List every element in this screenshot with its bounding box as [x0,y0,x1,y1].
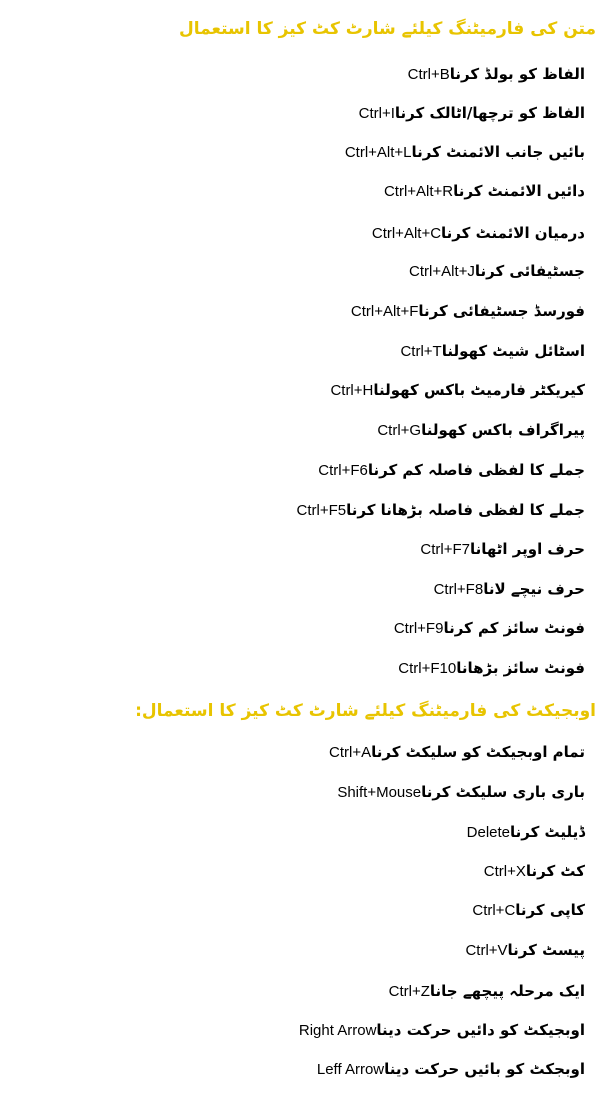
shortcut-keys: Ctrl+I [358,105,395,122]
shortcut-label: تمام اوبجیکٹ کو سلیکٹ کرنا [371,743,585,761]
shortcut-keys: Ctrl+A [329,744,372,761]
object-formatting-heading: اوبجیکٹ کی فارمیٹنگ کیلئے شارٹ کٹ کیز کا استعمال: [135,701,596,721]
shortcut-row [394,616,585,640]
shortcut-keys: Ctrl+F7 [420,541,470,558]
shortcut-row [377,418,585,442]
shortcut-label: درمیان الائمنٹ کرنا [441,224,585,242]
shortcut-label: اسٹائل شیٹ کھولنا [441,342,585,360]
shortcut-row [408,62,585,86]
shortcut-label: پیراگراف باکس کھولنا [421,421,585,439]
shortcut-label: بائیں جانب الائمنٹ کرنا [411,143,585,161]
shortcut-row [345,140,585,164]
shortcut-keys: Ctrl+Alt+J [409,263,475,280]
shortcut-row [297,498,586,522]
shortcut-keys: Ctrl+Z [388,983,430,1000]
shortcut-keys: Ctrl+B [407,66,450,83]
shortcut-label: کیریکٹر فارمیٹ باکس کھولنا [373,381,585,399]
shortcut-label: فورسڈ جسٹیفائی کرنا [418,302,585,320]
shortcut-label: ایک مرحلہ پیچھے جانا [429,982,585,1000]
shortcut-label: اوبجیکٹ کو دائیں حرکت دینا [376,1021,585,1039]
shortcut-row [337,780,585,804]
shortcut-label: جملے کا لفظی فاصلہ بڑھانا کرنا [346,501,585,519]
text-formatting-heading: متن کی فارمیٹنگ کیلئے شارٹ کٹ کیز کا استعمال [178,19,596,39]
shortcut-row [434,577,585,601]
shortcut-row [409,259,585,283]
shortcut-label: پیسٹ کرنا [507,941,585,959]
shortcut-label: الفاظ کو بولڈ کرنا [449,65,585,83]
shortcut-row [351,299,585,323]
shortcut-row [467,820,585,844]
shortcut-keys: Ctrl+C [472,902,516,919]
shortcut-label: اوبجکٹ کو بائیں حرکت دینا [384,1060,585,1078]
shortcut-keys: Ctrl+Alt+R [383,183,454,200]
shortcut-keys: Ctrl+F5 [296,502,347,519]
shortcut-row [318,458,585,482]
shortcut-keys: Leff Arrow [316,1061,385,1078]
shortcut-label: کاپی کرنا [515,901,585,919]
shortcut-label: جسٹیفائی کرنا [474,262,585,280]
shortcut-row [398,656,585,680]
shortcut-keys: Shift+Mouse [337,784,422,801]
shortcut-row [330,378,585,402]
shortcut-label: جملے کا لفظی فاصلہ کم کرنا [367,461,585,479]
shortcut-row [359,101,585,125]
shortcut-row [299,1018,585,1042]
shortcut-keys: Ctrl+X [483,863,526,880]
shortcut-keys: Delete [466,824,511,841]
shortcut-keys: Ctrl+F6 [318,462,368,479]
shortcut-row [484,859,585,883]
shortcut-keys: Right Arrow [298,1022,377,1039]
shortcut-label: فونٹ سائز بڑھانا [456,659,585,677]
shortcut-keys: Ctrl+G [377,422,422,439]
shortcut-row [329,740,585,764]
shortcut-keys: Ctrl+F10 [398,660,457,677]
shortcut-label: الفاظ کو ترچھا/اٹالک کرنا [394,104,585,122]
shortcut-keys: Ctrl+Alt+F [350,303,419,320]
shortcut-keys: Ctrl+Alt+C [371,225,442,242]
shortcut-label: حرف اوپر اٹھانا [469,540,585,558]
shortcut-row [384,179,585,203]
shortcut-row [420,537,585,561]
shortcut-row [465,938,585,962]
shortcut-row [389,979,585,1003]
shortcut-label: کٹ کرنا [525,862,585,880]
shortcut-keys: Ctrl+T [400,343,442,360]
shortcut-keys: Ctrl+Alt+L [344,144,412,161]
shortcut-label: باری باری سلیکٹ کرنا [421,783,585,801]
shortcut-keys: Ctrl+F9 [393,620,444,637]
shortcut-keys: Ctrl+F8 [433,581,484,598]
shortcut-label: دائیں الائمنٹ کرنا [453,182,585,200]
shortcut-label: حرف نیچے لانا [483,580,585,598]
shortcut-keys: Ctrl+H [330,382,374,399]
shortcut-label: فونٹ سائز کم کرنا [443,619,585,637]
shortcut-label: ڈیلیٹ کرنا [510,823,585,841]
shortcut-row [317,1057,585,1081]
shortcut-row [372,221,585,245]
shortcut-row [472,898,585,922]
shortcut-row [400,339,585,363]
shortcut-keys: Ctrl+V [465,942,508,959]
